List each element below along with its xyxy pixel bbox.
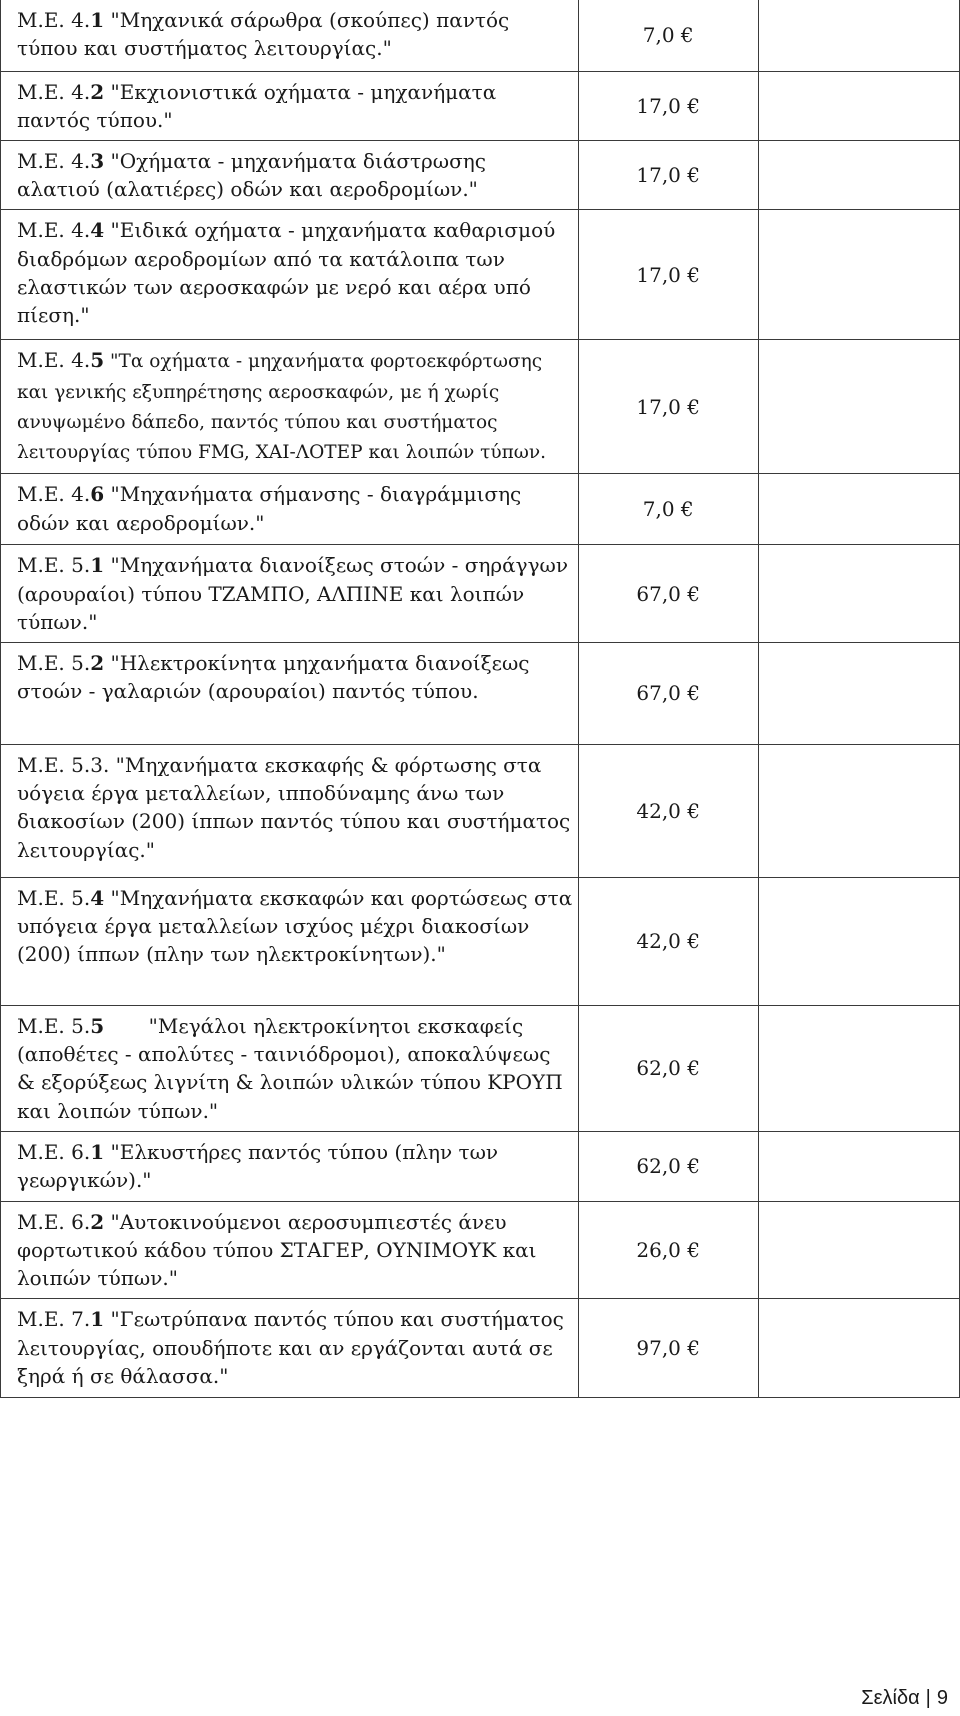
description-cell [1, 1131, 579, 1201]
item-description: "Τα οχήματα - μηχανήματα φορτοεκφόρτωσης και γενικής εξυπηρέτησης αεροσκαφών, με ή χωρίς ανυψωμένο δάπεδο, παντός τύπου και συστήματος λειτουργίας τύπου FMG, ΧΑΙ-ΛΟΤΕΡ και λοιπών τύπων. [17, 351, 548, 463]
table-row [1, 210, 960, 340]
item-description: "Μηχανήματα σήμανσης - διαγράμμισης οδών και αεροδρομίων." [17, 482, 528, 535]
item-price: 62,0 € [636, 1056, 700, 1081]
item-description: "Γεωτρύπανα παντός τύπου και συστήματος λειτουργίας, οπουδήποτε και αν εργάζονται αυτά σε ξηρά ή σε θάλασσα." [17, 1307, 571, 1388]
price-cell [578, 1201, 758, 1299]
price-cell [578, 474, 758, 545]
price-cell [578, 210, 758, 340]
price-cell [578, 340, 758, 474]
table-row [1, 545, 960, 643]
empty-cell [758, 642, 959, 744]
item-price: 42,0 € [636, 929, 700, 954]
empty-cell [758, 1299, 959, 1398]
table-row [1, 1005, 960, 1131]
table-row [1, 340, 960, 474]
price-cell [578, 744, 758, 877]
item-description: "Μηχανικά σάρωθρα (σκούπες) παντός τύπου και συστήματος λειτουργίας." [17, 8, 516, 61]
price-cell [578, 642, 758, 744]
item-description: "Μηχανήματα διανοίξεως στοών - σηράγγων (αρουραίοι) τύπου ΤΖΑΜΠΟ, ΑΛΠΙΝΕ και λοιπών τύπων." [17, 553, 575, 634]
table-row [1, 642, 960, 744]
table-row [1, 1299, 960, 1398]
item-price: 67,0 € [636, 581, 700, 606]
table-row [1, 877, 960, 1005]
table-row [1, 1131, 960, 1201]
item-description: "Αυτοκινούμενοι αεροσυμπιεστές άνευ φορτωτικού κάδου τύπου ΣΤΑΓΕΡ, ΟΥΝΙΜΟΥΚ και λοιπών τύπων." [17, 1209, 543, 1291]
table-row [1, 1201, 960, 1299]
item-code: Μ.Ε. 5. [17, 650, 91, 675]
item-description: "Μεγάλοι ηλεκτροκίνητοι εκσκαφείς (αποθέτες - απολύτες - ταινιόδρομοι), αποκαλύψεως & εξορύξεως λιγνίτη & λοιπών υλικών τύπου ΚΡΟΥΠ και λοιπών τύπων." [17, 1013, 570, 1123]
empty-cell [758, 1131, 959, 1201]
table-row [1, 474, 960, 545]
item-price: 17,0 € [636, 163, 700, 188]
item-price: 42,0 € [636, 798, 700, 823]
item-price: 26,0 € [636, 1238, 700, 1263]
item-code-number: 1 [90, 1139, 105, 1164]
empty-cell [758, 71, 959, 140]
item-description: "Εκχιονιστικά οχήματα - μηχανήματα παντός τύπου." [17, 79, 503, 132]
description-cell [1, 340, 579, 474]
item-price: 97,0 € [636, 1336, 700, 1361]
description-cell [1, 474, 579, 545]
description-cell [1, 1299, 579, 1398]
item-description: "Οχήματα - μηχανήματα διάστρωσης αλατιού (αλατιέρες) οδών και αεροδρομίων." [17, 148, 493, 202]
page-separator: | [925, 1687, 931, 1709]
item-description: "Ελκυστήρες παντός τύπου (πλην των γεωργικών)." [17, 1139, 505, 1192]
item-code: Μ.Ε. 6. [17, 1209, 91, 1234]
item-code: Μ.Ε. 7. [17, 1307, 91, 1332]
item-code-number: 6 [90, 482, 105, 507]
empty-cell [758, 0, 959, 71]
item-description: "Μηχανήματα εκσκαφών και φορτώσεως στα υπόγεια έργα μεταλλείων ισχύος μέχρι διακοσίων (200) ίππων (πλην των ηλεκτροκίνητων)." [17, 885, 579, 967]
item-code-number: 1 [90, 553, 105, 578]
item-code: Μ.Ε. 4. [17, 8, 91, 32]
item-code-number: 2 [90, 650, 105, 675]
item-price: 67,0 € [636, 681, 700, 706]
page-number: 9 [936, 1687, 948, 1709]
item-code-number: 3 [90, 148, 105, 173]
empty-cell [758, 1005, 959, 1131]
empty-cell [758, 744, 959, 877]
item-code: Μ.Ε. 5.3. [17, 752, 110, 777]
item-code-number: 1 [90, 8, 105, 32]
empty-cell [758, 474, 959, 545]
description-cell [1, 140, 579, 209]
item-code-number: 4 [90, 218, 105, 243]
item-code-number: 2 [90, 79, 105, 104]
item-price: 7,0 € [642, 23, 694, 48]
item-price: 17,0 € [636, 262, 700, 287]
page-label: Σελίδα [861, 1687, 920, 1709]
price-cell [578, 1299, 758, 1398]
empty-cell [758, 210, 959, 340]
description-cell [1, 1201, 579, 1299]
description-cell [1, 0, 579, 71]
description-cell [1, 545, 579, 643]
item-code: Μ.Ε. 6. [17, 1139, 91, 1164]
item-description: "Μηχανήματα εκσκαφής & φόρτωσης στα υόγεια έργα μεταλλείων, ιπποδύναμης άνω των διακοσίων (200) ίππων παντός τύπου και συστήματος λειτουργίας." [17, 752, 577, 862]
price-cell [578, 545, 758, 643]
price-cell [578, 877, 758, 1005]
item-price: 17,0 € [636, 93, 700, 118]
item-code-number: 4 [90, 885, 105, 910]
item-code: Μ.Ε. 5. [17, 885, 91, 910]
price-cell [578, 0, 758, 71]
description-cell [1, 744, 579, 877]
price-cell [578, 140, 758, 209]
empty-cell [758, 877, 959, 1005]
empty-cell [758, 140, 959, 209]
item-description: "Ηλεκτροκίνητα μηχανήματα διανοίξεως στοών - γαλαριών (αρουραίοι) παντός τύπου. [17, 650, 536, 704]
item-code-number: 2 [90, 1209, 105, 1234]
item-code-number: 5 [90, 348, 105, 373]
item-description: "Ειδικά οχήματα - μηχανήματα καθαρισμού διαδρόμων αεροδρομίων από τα κατάλοιπα των ελαστικών των αεροσκαφών με νερό και αέρα υπό πίεση." [17, 218, 562, 327]
description-cell [1, 877, 579, 1005]
item-price: 7,0 € [642, 497, 694, 522]
empty-cell [758, 1201, 959, 1299]
description-cell [1, 1005, 579, 1131]
item-code: Μ.Ε. 4. [17, 348, 91, 373]
empty-cell [758, 545, 959, 643]
price-cell [578, 1131, 758, 1201]
description-cell [1, 71, 579, 140]
item-price: 62,0 € [636, 1154, 700, 1179]
table-row [1, 0, 960, 71]
table-row [1, 744, 960, 877]
page-footer [861, 1687, 948, 1710]
description-cell [1, 642, 579, 744]
table-row [1, 140, 960, 209]
item-code: Μ.Ε. 5. [17, 1013, 91, 1038]
item-code: Μ.Ε. 4. [17, 148, 91, 173]
item-code: Μ.Ε. 4. [17, 218, 91, 243]
item-code-number: 5 [90, 1013, 105, 1038]
item-code: Μ.Ε. 5. [17, 553, 91, 578]
item-price: 17,0 € [636, 394, 700, 419]
item-code: Μ.Ε. 4. [17, 79, 91, 104]
description-cell [1, 210, 579, 340]
item-code-number: 1 [90, 1307, 105, 1332]
item-code: Μ.Ε. 4. [17, 482, 91, 507]
price-cell [578, 1005, 758, 1131]
empty-cell [758, 340, 959, 474]
price-cell [578, 71, 758, 140]
table-row [1, 71, 960, 140]
